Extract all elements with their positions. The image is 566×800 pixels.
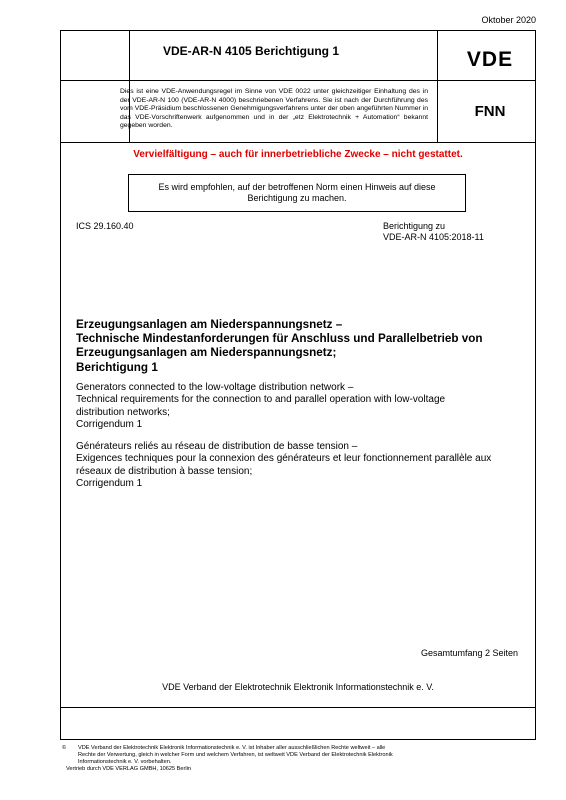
publisher-name: VDE Verband der Elektrotechnik Elektronik Informationstechnik e. V.	[162, 682, 434, 692]
copyright-notice	[62, 745, 466, 773]
fnn-label: FNN	[474, 103, 506, 120]
copyright-symbol: ©	[62, 745, 67, 751]
title-french	[76, 441, 526, 491]
title-english-line: Corrigendum 1	[76, 419, 143, 431]
distribution-line: Vertrieb durch VDE VERLAG GMBH, 10625 Berlin	[66, 766, 191, 772]
correction-reference-standard: VDE-AR-N 4105:2018-11	[383, 232, 484, 242]
vde-logo: VDE	[466, 48, 514, 71]
header-bottom-rule	[61, 142, 535, 143]
right-column-divider	[437, 31, 438, 142]
title-french-line: Corrigendum 1	[76, 478, 143, 490]
correction-reference-line: Berichtigung zu	[383, 221, 446, 231]
total-pages: Gesamtumfang 2 Seiten	[420, 648, 518, 658]
correction-reference	[383, 221, 484, 243]
application-rule-statement: Dies ist eine VDE-Anwendungsregel im Sinne von VDE 0022 unter gleichzeitiger Einhaltung des in der VDE-AR-N 100 (VDE-AR-N 4000) beschriebenen Verfahrens. Sie ist nach der Durchführung des vom VDE-Präsidium beschlossenen Genehmigungsverfahrens unter der oben angeführten Nummer in das VDE-Vorschriftenwerk aufgenommen und in der „etz Elektrotechnik + Automation“ bekannt gegeben worden.	[120, 88, 428, 130]
title-english-line: distribution networks;	[76, 406, 170, 418]
copyright-line: Informationstechnik e. V. vorbehalten.	[78, 759, 172, 765]
title-french-line: réseaux de distribution à basse tension;	[76, 465, 253, 477]
title-french-line: Exigences techniques pour la connexion des générateurs et leur fonctionnement parallèle aux	[76, 453, 492, 465]
header-divider	[61, 80, 535, 81]
title-german-line: Berichtigung 1	[76, 360, 158, 374]
footer-rule	[61, 707, 535, 708]
title-german	[76, 318, 526, 375]
recommendation-notice-box	[128, 174, 466, 212]
title-german-line: Erzeugungsanlagen am Niederspannungsnetz –	[76, 318, 343, 331]
title-english-line: Technical requirements for the connection to and parallel operation with low-voltage	[76, 394, 446, 406]
document-date: Oktober 2020	[481, 15, 536, 25]
title-english	[76, 382, 526, 432]
ics-code: ICS 29.160.40	[76, 221, 134, 231]
copyright-line: VDE Verband der Elektrotechnik Elektronik Informationstechnik e. V. ist Inhaber aller ausschließlichen Rechte weltweit – alle	[78, 745, 386, 751]
copyright-line: Rechte der Verwertung, gleich in welcher Form und welchem Verfahren, ist weltweit VDE Verband der Elektrotechnik Elektronik	[78, 752, 393, 758]
title-english-line: Generators connected to the low-voltage distribution network –	[76, 382, 354, 393]
document-number-title: VDE-AR-N 4105 Berichtigung 1	[162, 44, 340, 58]
reproduction-warning: Vervielfältigung – auch für innerbetriebliche Zwecke – nicht gestattet.	[133, 149, 463, 160]
title-german-line: Technische Mindestanforderungen für Anschluss und Parallelbetrieb von	[76, 332, 483, 346]
title-german-line: Erzeugungsanlagen am Niederspannungsnetz;	[76, 346, 337, 360]
recommendation-notice-text: Es wird empfohlen, auf der betroffenen Norm einen Hinweis auf diese Berichtigung zu machen.	[158, 182, 436, 203]
title-french-line: Générateurs reliés au réseau de distribution de basse tension –	[76, 441, 358, 452]
